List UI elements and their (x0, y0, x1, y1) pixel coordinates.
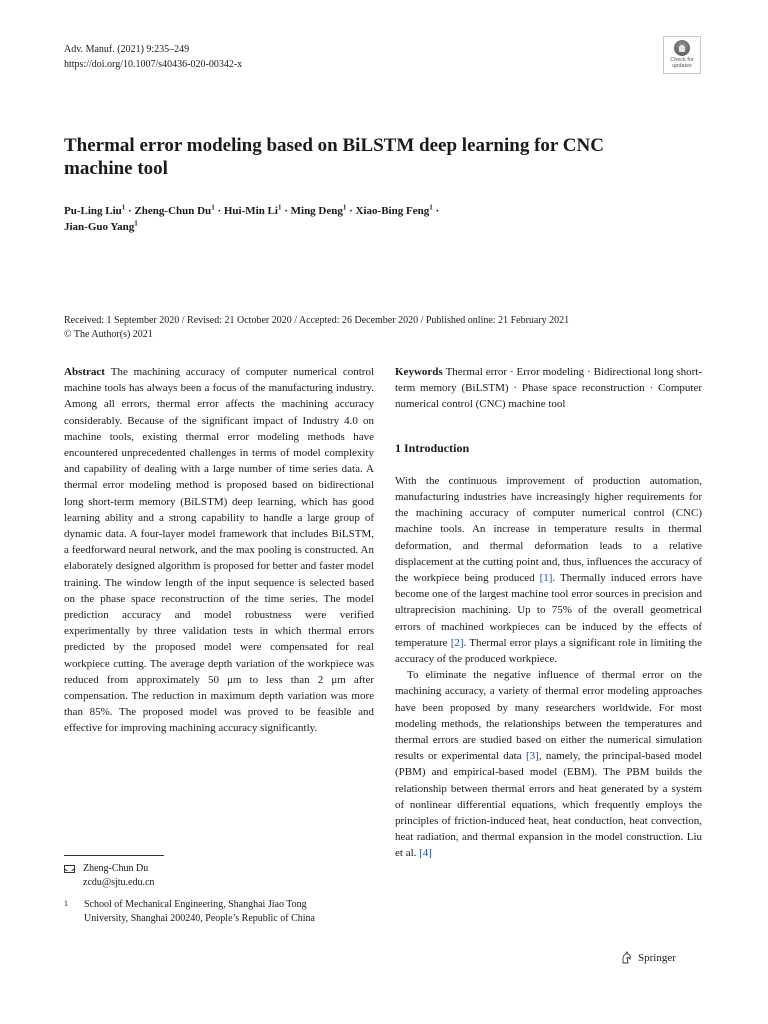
keywords-text: Thermal error · Error modeling · Bidirectional long short-term memory (BiLSTM) · Phase space reconstruction · Computer numerical control (CNC) machine tool (395, 366, 702, 411)
doi-link[interactable]: https://doi.org/10.1007/s40436-020-00342-x (64, 59, 243, 70)
author-name[interactable]: Zheng-Chun Du$^1$ (134, 203, 215, 217)
publication-dates (64, 314, 704, 342)
abstract-label: Abstract (64, 366, 105, 378)
bookmark-icon (674, 40, 690, 56)
paper-title: Thermal error modeling based on BiLSTM deep learning for CNC machine tool (64, 135, 604, 179)
publisher-name: Springer (638, 951, 676, 964)
history-line: Received: 1 September 2020 / Revised: 21 October 2020 / Accepted: 26 December 2020 / Published online: 21 February 2021 (64, 315, 570, 326)
corresponding-author-name: Zheng-Chun Du (83, 863, 149, 874)
author-name[interactable]: Ming Deng$^1$ (290, 203, 347, 217)
author-list (64, 203, 624, 235)
journal-header (64, 42, 242, 72)
author-name[interactable]: Hui-Min Li$^1$ (223, 203, 282, 217)
badge-label: Check for updates (670, 57, 694, 69)
footnote-divider (64, 855, 164, 856)
abstract-text: The machining accuracy of computer numerical control machine tools has always been a focus of the manufacturing industry. Among all errors, thermal error affects the machining accuracy considerably. Because of the significant impact of Industry 4.0 on machine tools, existing thermal error modeling methods have encountered unprecedented challenges in terms of model complexity and capability of dealing with a large number of time series data. A thermal error modeling method is proposed based on bidirectional long short-term memory (BiLSTM) deep learning, which has good learning ability and a strong capability to handle a large group of dynamic data. A four-layer model framework that includes BiLSTM, a feedforward neural network, and the max pooling is constructed. An elaborately designed algorithm is proposed for better and faster model training. The window length of the input sequence is selected based on the phase space reconstruction of the time series. The model prediction accuracy and model robustness were verified experimentally by three validation tests in which thermal errors predicted by the proposed model were compensated for real workpiece cutting. The average depth variation of the workpiece was reduced from approximately 50 μm to less than 2 μm after compensation. The reduction in maximum depth variation was more than 85%. The proposed model was proved to be feasible and effective for improving machining accuracy significantly. (64, 366, 375, 735)
author-separator: · (217, 205, 222, 217)
keywords-paragraph (395, 364, 702, 413)
affiliation-line: University, Shanghai 200240, People’s Republic of China (84, 913, 315, 924)
author-separator: · (435, 205, 440, 217)
journal-citation: Adv. Manuf. (2021) 9:235–249 (64, 44, 190, 55)
keywords-label: Keywords (395, 366, 443, 378)
affiliation-line: School of Mechanical Engineering, Shanghai Jiao Tong (84, 899, 307, 910)
check-for-updates-badge[interactable] (663, 36, 701, 74)
abstract-section (64, 364, 374, 737)
springer-horse-icon (620, 951, 633, 964)
affiliation-note (64, 898, 364, 926)
author-name[interactable]: Xiao-Bing Feng$^1$ (355, 203, 433, 217)
corresponding-author-email[interactable]: zcdu@sjtu.edu.cn (83, 877, 155, 888)
envelope-icon (64, 865, 75, 873)
copyright-line: © The Author(s) 2021 (64, 329, 153, 340)
author-name[interactable]: Jian-Guo Yang$^1$ (64, 219, 138, 233)
citation-link[interactable]: [2] (450, 636, 464, 649)
citation-link[interactable]: [4] (419, 847, 432, 860)
abstract-paragraph (64, 364, 374, 737)
section-heading-introduction: 1 Introduction (395, 440, 470, 455)
right-column (395, 364, 702, 862)
intro-paragraph-1: With the continuous improvement of production automation, manufacturing industries have increasingly higher requirements for the machining accuracy of computer numerical control (CNC) machine tools. An increase in temperature results in thermal deformation, and thermal deformation leads to a relative displacement at the cutting point and, thus, influences the accuracy of the workpiece being produced [1]. Thermally induced errors have become one of the largest machine tool error sources in precision and ultraprecision machining. Up to 75% of the overall geometrical errors of machined workpieces can be induced by the effects of temperature [2]. Thermal error plays a significant role in limiting the accuracy of the produced workpiece. (395, 474, 702, 666)
intro-paragraph-2: To eliminate the negative influence of thermal error on the machining accuracy, a variety of thermal error modeling approaches have been proposed by many researchers worldwide. For most modeling methods, the relationships between the temperatures and thermal errors are studied based on either the numerical simulation results or experimental data [3], namely, the principal-based model (PBM) and empirical-based model (EBM). The PBM builds the relationship between thermal errors and heat generated by a system of nonlinear differential equations, which frequently employs the principles of friction-induced heat, heat conduction, heat convection, heat radiation, and thermal expansion in the model construction. Liu et al. [4] (395, 669, 703, 860)
corresponding-author-note (64, 862, 374, 890)
citation-link[interactable]: [3] (525, 750, 539, 763)
author-separator: · (128, 205, 132, 217)
affiliation-number: 1 (64, 899, 68, 908)
citation-link[interactable]: [1] (539, 572, 553, 585)
publisher-footer (620, 951, 676, 964)
author-separator: · (349, 205, 353, 217)
author-separator: · (284, 205, 288, 217)
author-name[interactable]: Pu-Ling Liu$^1$ (64, 203, 126, 217)
